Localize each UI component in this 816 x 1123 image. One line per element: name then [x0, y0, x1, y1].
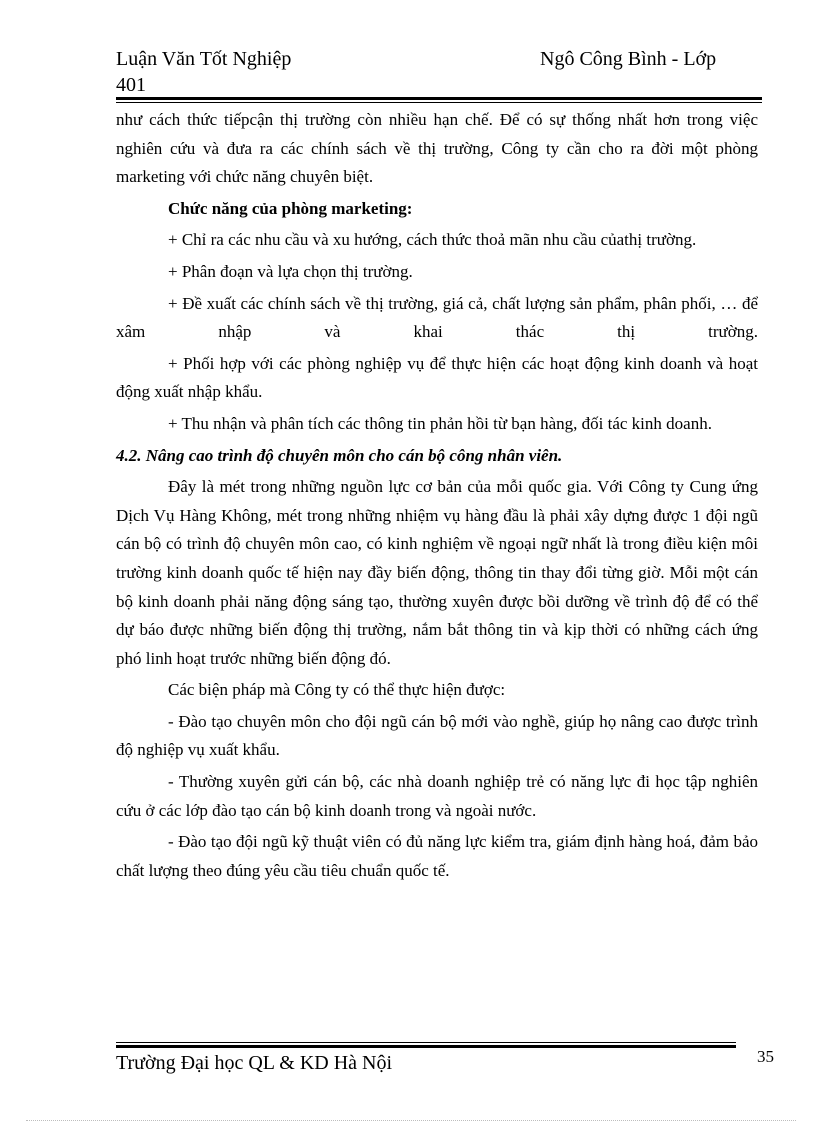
list-item-technician-training: - Đào tạo đội ngũ kỹ thuật viên có đủ năng lực kiểm tra, giám định hàng hoá, đảm bảo chất lượng theo đúng yêu cầu tiêu chuẩn quốc tế. — [116, 832, 758, 880]
list-item-policy-proposal: + Đề xuất các chính sách về thị trường, giá cả, chất lượng sản phẩm, phân phối, … để xâm nhập và khai thác thị trường. — [116, 293, 758, 342]
section-heading-4-2: 4.2. Nâng cao trình độ chuyên môn cho cán bộ công nhân viên. — [116, 445, 563, 465]
header-class-number: 401 — [116, 74, 146, 96]
header-rule-thin — [116, 102, 762, 103]
list-item-send-staff-study: - Thường xuyên gửi cán bộ, các nhà doanh nghiệp trẻ có năng lực đi học tập nghiên cứu ở các lớp đào tạo cán bộ kinh doanh trong và ngoài nước. — [116, 772, 758, 820]
list-item-feedback: + Thu nhận và phân tích các thông tin phản hồi từ bạn hàng, đối tác kinh doanh. — [168, 413, 712, 433]
list-item-segmentation: + Phân đoạn và lựa chọn thị trường. — [168, 261, 413, 281]
footer-university: Trường Đại học QL & KD Hà Nội — [116, 1052, 393, 1074]
header-rule-thick — [116, 97, 762, 100]
paragraph-human-resources: Đây là mét trong những nguồn lực cơ bản của mỗi quốc gia. Với Công ty Cung ứng Dịch Vụ Hàng Không, mét trong những nhiệm vụ hàng đầu là phải xây dựng được 1 đội ngũ cán bộ có trình độ chuyên môn cao, có kinh nghiệm về ngoại ngữ nhất là trong điều kiện môi trường kinh doanh quốc tế hiện nay đầy biến động, thông tin thay đổi từng giờ. Mỗi một cán bộ kinh doanh phải năng động sáng tạo, thường xuyên được bồi dưỡng về trình độ để có thể dự báo được những biến động thị trường, nắm bắt thông tin và kịp thời có những cách ứng phó linh hoạt trước những biến động đó. — [116, 477, 758, 668]
list-item-needs-trends: + Chỉ ra các nhu cầu và xu hướng, cách thức thoả mãn nhu cầu củathị trường. — [168, 230, 697, 250]
header-author: Ngô Công Bình - Lớp — [540, 48, 717, 70]
page-number: 35 — [757, 1047, 774, 1066]
list-item-training-new-staff: - Đào tạo chuyên môn cho đội ngũ cán bộ mới vào nghề, giúp họ nâng cao được trình độ nghiệp vụ xuất khẩu. — [116, 711, 758, 760]
paragraph-intro: như cách thức tiếpcận thị trường còn nhiều hạn chế. Để có sự thống nhất hơn trong việc nghiên cứu và đưa ra các chính sách về thị trường, Công ty cần cho ra đời một phòng marketing với chức năng chuyên biệt. — [116, 110, 758, 187]
footer-rule-thick — [116, 1045, 736, 1048]
footer-rule-thin — [116, 1042, 736, 1043]
page-bottom-border — [26, 1120, 796, 1121]
header-thesis-title: Luận Văn Tốt Nghiệp — [116, 48, 292, 70]
page-body — [116, 106, 758, 885]
paragraph-measures-intro: Các biện pháp mà Công ty có thể thực hiện được: — [168, 680, 506, 700]
subheading-marketing-functions: Chức năng của phòng marketing: — [168, 198, 413, 218]
list-item-coordination: + Phối hợp với các phòng nghiệp vụ để thực hiện các hoạt động kinh doanh và hoạt động xuất nhập khẩu. — [116, 353, 758, 402]
